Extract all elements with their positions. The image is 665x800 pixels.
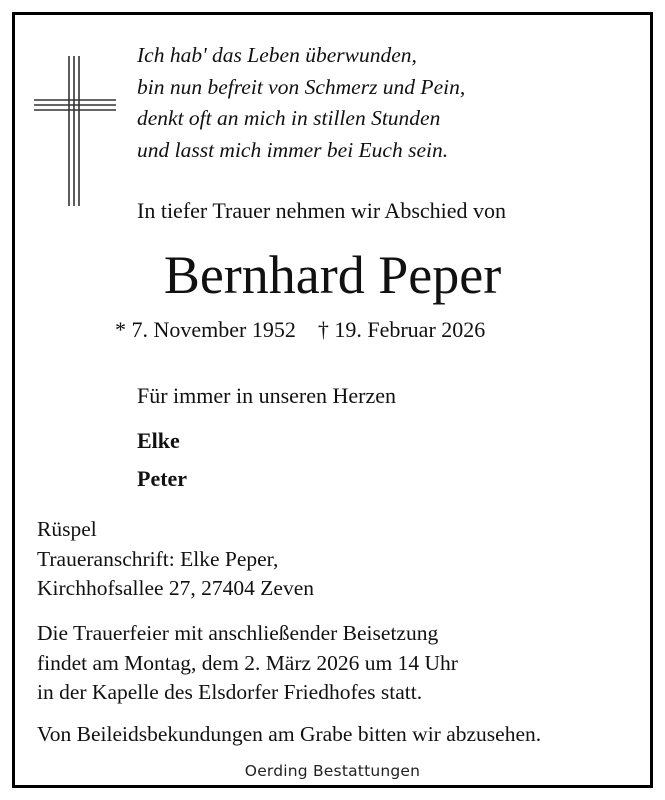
poem-line: und lasst mich immer bei Euch sein. (137, 137, 449, 162)
ceremony-line: findet am Montag, dem 2. März 2026 um 14 Uhr (37, 650, 458, 675)
intro-text: In tiefer Trauer nehmen wir Abschied von (137, 198, 507, 223)
poem (137, 40, 465, 166)
ceremony-block (37, 619, 458, 708)
deceased-name: Bernhard Peper (163, 245, 502, 305)
poem-line: Ich hab' das Leben überwunden, (137, 43, 417, 67)
funeral-home: Oerding Bestattungen (244, 762, 421, 780)
address-line: Traueranschrift: Elke Peper, (37, 546, 279, 571)
condolence-note: Von Beileidsbekundungen am Grabe bitten wir abzusehen. (37, 722, 542, 746)
mourner-name: Peter (137, 466, 188, 491)
death-date: † 19. Februar 2026 (317, 317, 486, 342)
cross-icon (34, 56, 116, 206)
poem-line: denkt oft an mich in stillen Stunden (137, 106, 441, 130)
ceremony-line: in der Kapelle des Elsdorfer Friedhofes statt. (37, 680, 423, 704)
address-line: Rüspel (37, 517, 97, 541)
life-dates (115, 317, 485, 343)
address-line: Kirchhofsallee 27, 27404 Zeven (37, 576, 315, 600)
address-block (37, 515, 314, 604)
motto: Für immer in unseren Herzen (137, 383, 397, 408)
poem-line: bin nun befreit von Schmerz und Pein, (137, 74, 466, 99)
mourner-name: Elke (137, 428, 180, 453)
birth-date: * 7. November 1952 (115, 317, 296, 342)
ceremony-line: Die Trauerfeier mit anschließender Beisetzung (37, 621, 439, 645)
